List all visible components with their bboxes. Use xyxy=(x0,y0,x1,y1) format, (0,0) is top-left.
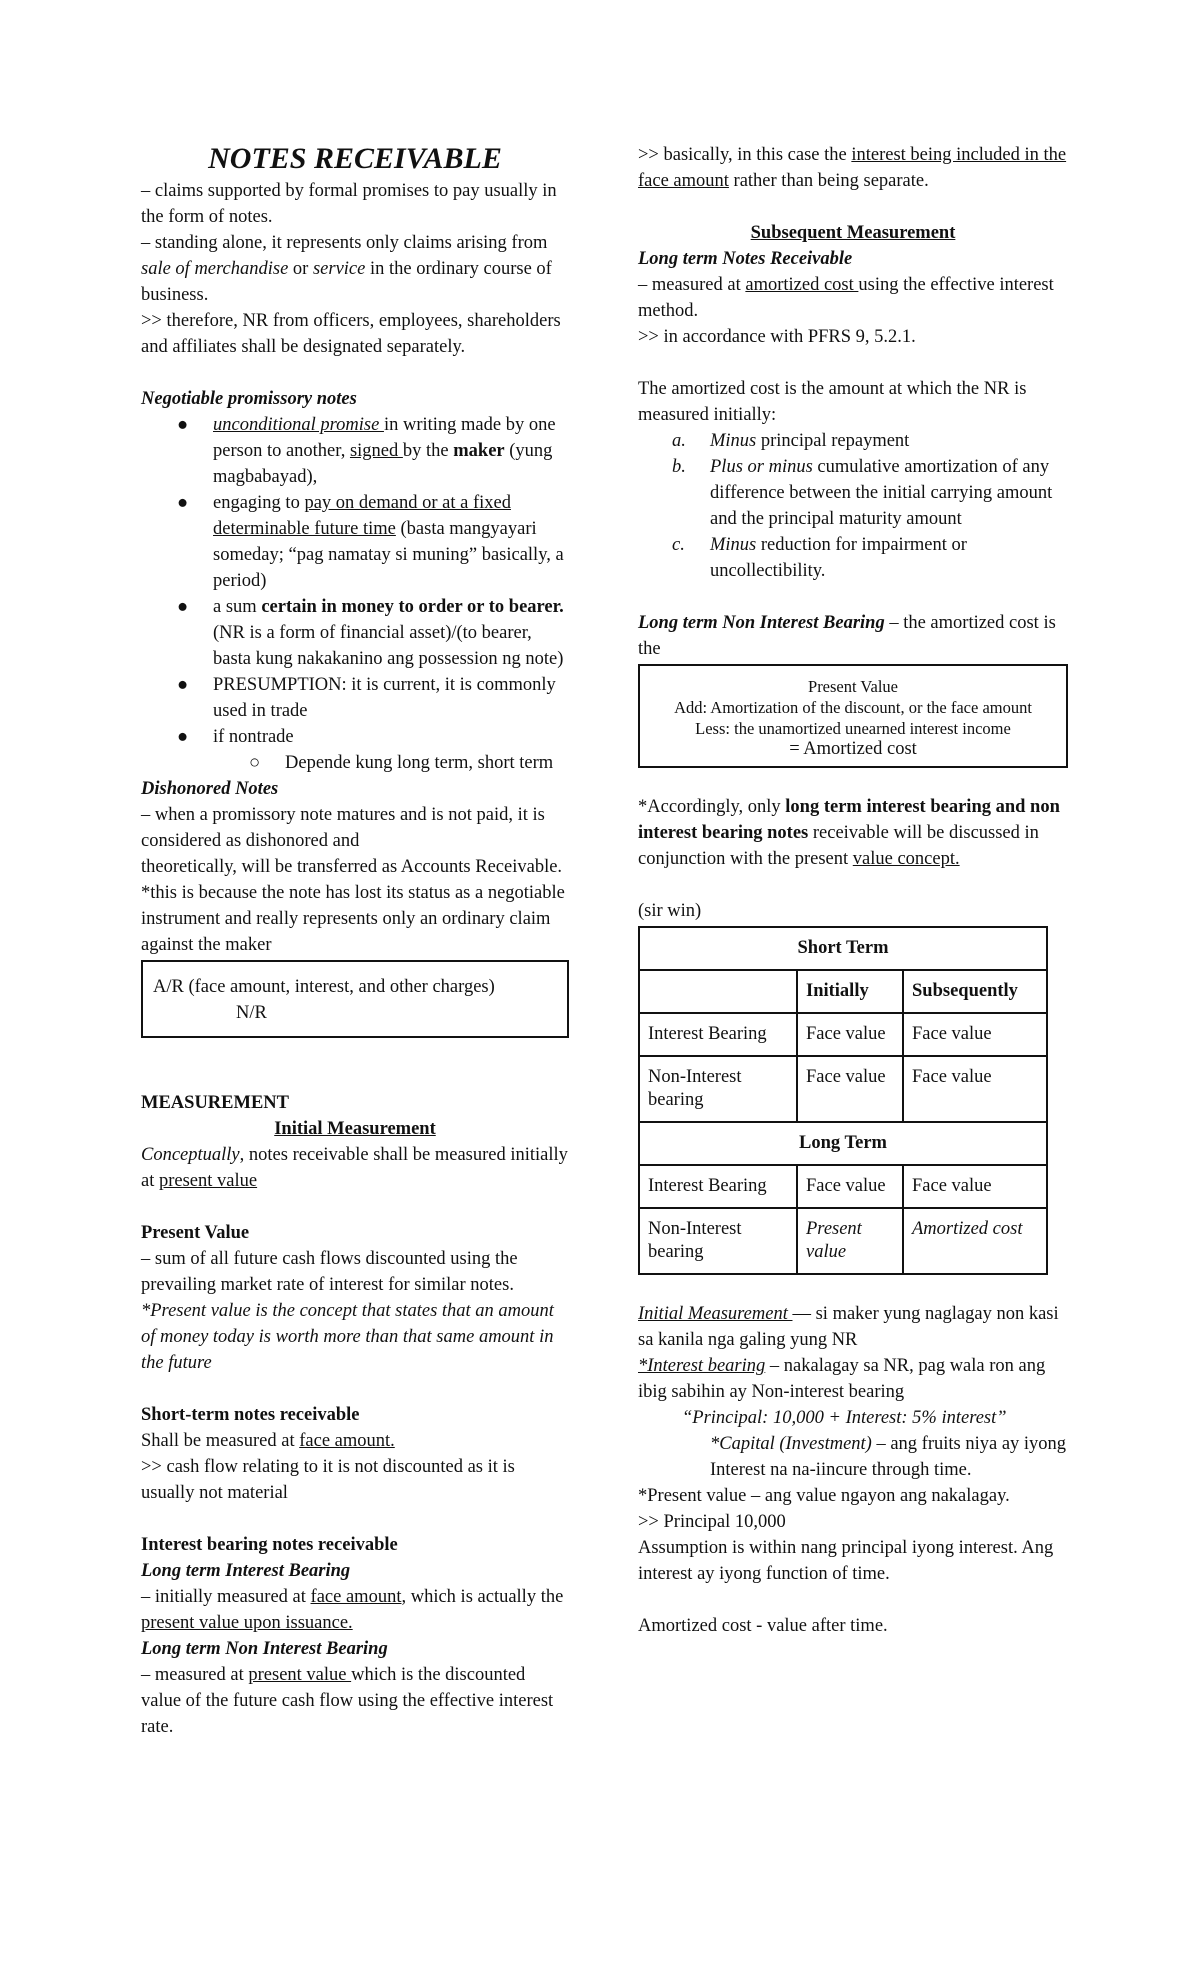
table-row xyxy=(639,927,1047,970)
ib-text: present value xyxy=(248,1665,352,1685)
ltnib-text: Long term Non Interest Bearing xyxy=(638,613,885,633)
table-row xyxy=(639,970,1047,1013)
table-cell: Face value xyxy=(797,1165,903,1208)
bullet-text: engaging to xyxy=(213,493,305,513)
list-marker: c. xyxy=(672,535,685,555)
table-cell: Face value xyxy=(903,1165,1047,1208)
bullet-text: signed xyxy=(349,441,403,461)
note-text: — si maker yung naglagay non kasi sa kanila nga galing yung NR xyxy=(638,1304,1059,1350)
list-item xyxy=(638,532,1068,584)
bullet-icon: ● xyxy=(177,727,189,747)
journal-debit: A/R (face amount, interest, and other charges) xyxy=(153,977,495,997)
note-1 xyxy=(638,1301,1068,1353)
bullet-icon: ● xyxy=(177,415,189,435)
note-5: *Present value – ang value ngayon ang nakalagay. xyxy=(638,1486,1010,1506)
short-text: face amount. xyxy=(299,1431,395,1451)
list-text: Minus xyxy=(710,431,757,451)
accordingly-text: *Accordingly, only xyxy=(638,797,786,817)
intro-or: or xyxy=(288,259,313,279)
ib-h2: Long term Interest Bearing xyxy=(141,1561,351,1581)
circle-bullet-icon: ○ xyxy=(249,753,261,773)
subsequent-h2: Long term Notes Receivable xyxy=(638,249,853,269)
sub-bullet-item xyxy=(141,750,569,776)
bullet-item xyxy=(141,490,569,594)
list-item xyxy=(638,454,1068,532)
note-2 xyxy=(638,1353,1068,1405)
subseq-text: – measured at xyxy=(638,275,746,295)
right-column xyxy=(638,142,1068,1639)
box-line-1: Present Value xyxy=(808,677,898,696)
ib-text: present value upon issuance. xyxy=(141,1613,353,1633)
bullet-item xyxy=(141,412,569,490)
ib-text: – measured at xyxy=(141,1665,249,1685)
bullet-text: (NR is a form of financial asset)/(to bearer, basta kung nakakanino ang possession ng note) xyxy=(213,623,564,669)
table-cell: Non-Interest bearing xyxy=(639,1056,797,1122)
ib-text: which is the discounted value of the future cash flow using the effective interest rate. xyxy=(141,1665,554,1737)
note-text: *Interest bearing xyxy=(638,1356,766,1376)
col-initially: Initially xyxy=(797,970,903,1013)
table-cell xyxy=(639,970,797,1013)
table-row xyxy=(639,1165,1047,1208)
table-row xyxy=(639,1056,1047,1122)
accordingly-text: receivable will be discussed in conjunction with the present xyxy=(638,823,1039,869)
amortized-cost-box xyxy=(638,664,1068,768)
bullet-icon: ● xyxy=(177,493,189,513)
intro-service: service xyxy=(312,259,366,279)
journal-entry-box xyxy=(141,960,569,1038)
col-subsequently: Subsequently xyxy=(903,970,1047,1013)
dishonored-p2: theoretically, will be transferred as Accounts Receivable. xyxy=(141,857,563,877)
bullet-icon: ● xyxy=(177,675,189,695)
ib-text: face amount xyxy=(310,1587,402,1607)
intro-line-3: >> therefore, NR from officers, employees, shareholders and affiliates shall be designated separately. xyxy=(141,311,561,357)
sub-bullet-text: Depende kung long term, short term xyxy=(285,753,554,773)
table-cell: Face value xyxy=(797,1056,903,1122)
intro-line-2 xyxy=(141,230,569,308)
box-line-4: = Amortized cost xyxy=(789,739,917,759)
subseq-text: using the effective interest method. xyxy=(638,275,1054,321)
accordingly-text: value concept. xyxy=(852,849,960,869)
bullet-text: PRESUMPTION: it is current, it is commonly used in trade xyxy=(213,675,556,721)
table-cell: Present value xyxy=(797,1208,903,1274)
bullet-item xyxy=(141,672,569,724)
measurement-text: , notes receivable shall be measured initially at xyxy=(141,1145,568,1191)
list-marker: a. xyxy=(672,431,686,451)
ib-p2 xyxy=(141,1662,569,1740)
right-text: rather than being separate. xyxy=(728,171,929,191)
note-text: *Capital (Investment) xyxy=(710,1434,872,1454)
intro-text: – standing alone, it represents only claims arising from xyxy=(141,233,548,253)
list-item xyxy=(638,428,1068,454)
table-row xyxy=(639,1013,1047,1056)
list-text: Minus xyxy=(710,535,757,555)
intro-line-1: – claims supported by formal promises to pay usually in the form of notes. xyxy=(141,181,557,227)
page-title: NOTES RECEIVABLE xyxy=(208,142,502,175)
measurement-p1 xyxy=(141,1142,569,1194)
long-term-title: Long Term xyxy=(639,1122,1047,1165)
ib-h3: Long term Non Interest Bearing xyxy=(141,1639,388,1659)
accordingly-text: long term interest bearing and non interest bearing notes xyxy=(638,797,1060,843)
bullet-text: if nontrade xyxy=(213,727,294,747)
ib-text: , which is actually the xyxy=(401,1587,564,1607)
measurement-heading: MEASUREMENT xyxy=(141,1093,290,1113)
list-text: cumulative amortization of any difference between the initial carrying amount and the principal maturity amount xyxy=(710,457,1053,529)
dishonored-p1: – when a promissory note matures and is not paid, it is considered as dishonored and xyxy=(141,805,545,851)
ib-heading: Interest bearing notes receivable xyxy=(141,1535,398,1555)
sir-win: (sir win) xyxy=(638,901,702,921)
bullet-text: (basta mangyayari someday; “pag namatay si muning” basically, a period) xyxy=(213,519,564,591)
pv-p2: *Present value is the concept that states that an amount of money today is worth more than that same amount in the future xyxy=(141,1301,554,1373)
box-line-3: Less: the unamortized unearned interest income xyxy=(695,719,1011,738)
list-marker: b. xyxy=(672,457,686,477)
ltnib-p1 xyxy=(638,610,1068,662)
pv-p1: – sum of all future cash flows discounted using the prevailing market rate of interest for similar notes. xyxy=(141,1249,518,1295)
table-cell: Interest Bearing xyxy=(639,1013,797,1056)
table-cell: Non-Interest bearing xyxy=(639,1208,797,1274)
bullet-text: (yung magbabayad), xyxy=(213,441,553,487)
measurement-text: Conceptually xyxy=(141,1145,240,1165)
bullet-text: a sum xyxy=(213,597,262,617)
note-6: >> Principal 10,000 xyxy=(638,1512,786,1532)
bullet-text: unconditional promise xyxy=(213,415,384,435)
short-heading: Short-term notes receivable xyxy=(141,1405,360,1425)
table-cell: Amortized cost xyxy=(903,1208,1047,1274)
short-p2: >> cash flow relating to it is not discounted as it is usually not material xyxy=(141,1457,515,1503)
ib-p1 xyxy=(141,1584,569,1636)
measurement-text: present value xyxy=(158,1171,258,1191)
bullet-text: in writing made by one person to another, xyxy=(213,415,556,461)
short-text: Shall be measured at xyxy=(141,1431,300,1451)
initial-measurement-heading: Initial Measurement xyxy=(274,1119,436,1139)
list-text: principal repayment xyxy=(756,431,910,451)
ib-text: – initially measured at xyxy=(141,1587,311,1607)
ltnib-text: – the amortized cost is the xyxy=(638,613,1056,659)
amort-p1: The amortized cost is the amount at which the NR is measured initially: xyxy=(638,379,1027,425)
dishonored-p3: *this is because the note has lost its status as a negotiable instrument and really represents only an ordinary claim against the maker xyxy=(141,883,565,955)
bullet-text: maker xyxy=(453,441,505,461)
subseq-text: amortized cost xyxy=(745,275,859,295)
short-p1 xyxy=(141,1428,569,1454)
table-cell: Face value xyxy=(903,1013,1047,1056)
list-text: Plus or minus xyxy=(710,457,813,477)
left-column xyxy=(141,142,569,1740)
bullet-icon: ● xyxy=(177,597,189,617)
subsequent-heading: Subsequent Measurement xyxy=(750,223,956,243)
summary-table xyxy=(638,926,1048,1275)
bullet-text: pay on demand or at a fixed determinable future time xyxy=(213,493,511,539)
right-text: interest being included in the face amount xyxy=(638,145,1067,191)
subsequent-p1 xyxy=(638,272,1068,324)
short-term-title: Short Term xyxy=(639,927,1047,970)
dishonored-heading: Dishonored Notes xyxy=(141,779,279,799)
bullet-item xyxy=(141,594,569,672)
table-cell: Face value xyxy=(797,1013,903,1056)
right-p0 xyxy=(638,142,1068,194)
note-7: Assumption is within nang principal iyong interest. Ang interest ay iyong function of time. xyxy=(638,1538,1054,1584)
intro-sale: sale of merchandise xyxy=(141,259,289,279)
table-cell: Face value xyxy=(903,1056,1047,1122)
bullet-text: by the xyxy=(402,441,454,461)
pv-heading: Present Value xyxy=(141,1223,250,1243)
list-text: reduction for impairment or uncollectibility. xyxy=(710,535,967,581)
bullet-text: certain in money to order or to bearer. xyxy=(261,597,564,617)
note-4 xyxy=(638,1431,1068,1483)
note-8: Amortized cost - value after time. xyxy=(638,1616,888,1636)
note-text: – nakalagay sa NR, pag wala ron ang ibig sabihin ay Non-interest bearing xyxy=(638,1356,1046,1402)
right-text: >> basically, in this case the xyxy=(638,145,852,165)
table-row xyxy=(639,1122,1047,1165)
table-cell: Interest Bearing xyxy=(639,1165,797,1208)
box-line-2: Add: Amortization of the discount, or the face amount xyxy=(674,698,1032,717)
note-3: “Principal: 10,000 + Interest: 5% interest” xyxy=(682,1408,1007,1428)
intro-tail: in the ordinary course of business. xyxy=(141,259,552,305)
bullet-item xyxy=(141,724,569,750)
journal-credit: N/R xyxy=(236,1003,267,1023)
note-text: – ang fruits niya ay iyong Interest na na-iincure through time. xyxy=(710,1434,1067,1480)
table-row xyxy=(639,1208,1047,1274)
negotiable-heading: Negotiable promissory notes xyxy=(141,389,357,409)
accordingly-p xyxy=(638,794,1068,872)
note-text: Initial Measurement xyxy=(638,1304,793,1324)
subsequent-p2: >> in accordance with PFRS 9, 5.2.1. xyxy=(638,327,916,347)
